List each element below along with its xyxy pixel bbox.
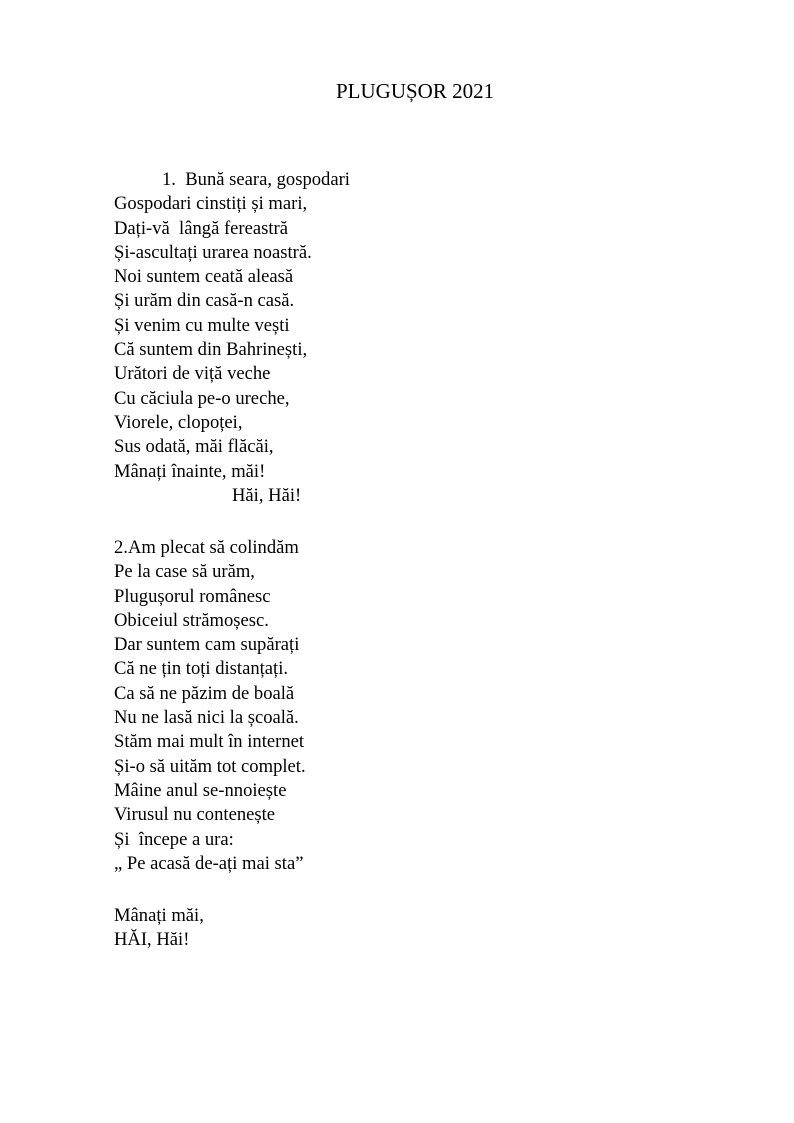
verse-line: Că suntem din Bahrinești,: [114, 339, 308, 361]
verse-line: Mâine anul se-nnoiește: [114, 779, 287, 801]
verse-line: Ca să ne păzim de boală: [114, 682, 295, 704]
verse-line: Și începe a ura:: [114, 828, 234, 850]
verse-line-refrain: Hăi, Hăi!: [232, 484, 302, 506]
verse-line: Mânați măi,: [114, 905, 204, 926]
page-title: PLUGUȘOR 2021: [336, 79, 495, 103]
stanza-1: [114, 168, 350, 508]
verse-line: Plugușorul românesc: [114, 585, 271, 607]
verse-line: Obiceiul strămoșesc.: [114, 609, 269, 631]
verse-line: Gospodari cinstiți și mari,: [114, 193, 308, 215]
verse-line: 1. Bună seara, gospodari: [162, 169, 350, 190]
stanza-2: [114, 536, 306, 876]
verse-line: Sus odată, măi flăcăi,: [114, 436, 274, 458]
verse-line: Stăm mai mult în internet: [114, 731, 305, 753]
verse-line: Pe la case să urăm,: [114, 561, 255, 583]
verse-line: Și venim cu multe vești: [114, 314, 290, 336]
verse-line: Virusul nu contenește: [114, 804, 276, 826]
verse-line: Și-ascultați urarea noastră.: [114, 241, 312, 263]
verse-line: Mânați înainte, măi!: [114, 460, 266, 482]
verse-line: Că ne țin toți distanțați.: [114, 658, 289, 680]
verse-line: Dar suntem cam supărați: [114, 634, 300, 656]
verse-line-quote: „ Pe acasă de-ați mai sta”: [114, 852, 304, 874]
verse-line: Dați-vă lângă fereastră: [114, 217, 288, 239]
verse-line: Viorele, clopoței,: [114, 411, 243, 433]
verse-line: Urători de viță veche: [114, 363, 271, 385]
closing-stanza: [114, 904, 204, 953]
verse-line: Și-o să uităm tot complet.: [114, 755, 306, 777]
verse-line-refrain: HĂI, Hăi!: [114, 929, 190, 951]
verse-line: 2.Am plecat să colindăm: [114, 537, 299, 558]
verse-line: Cu căciula pe-o ureche,: [114, 387, 290, 409]
verse-line: Noi suntem ceată aleasă: [114, 266, 294, 288]
verse-line: Nu ne lasă nici la școală.: [114, 707, 299, 729]
verse-line: Și urăm din casă-n casă.: [114, 290, 295, 312]
